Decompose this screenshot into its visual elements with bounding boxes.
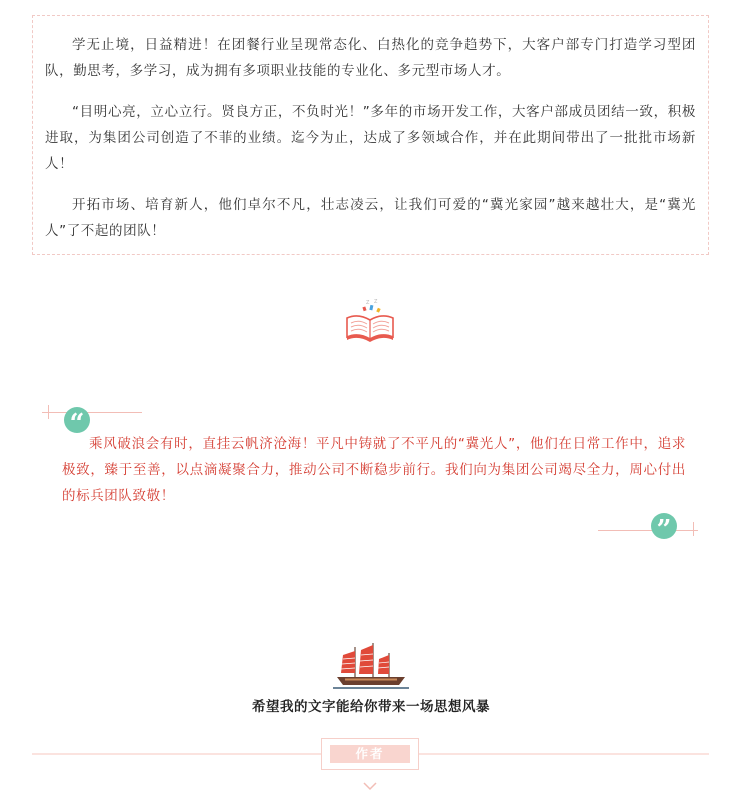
chevron-down-icon [362,780,378,792]
quote-top-tick [48,405,49,419]
quote-bottom-rule [598,530,698,531]
intro-box [32,15,709,255]
author-frame [321,738,419,770]
author-label: 作者 [330,745,410,763]
quote-top-rule [42,412,142,413]
quote-bottom-tick [693,522,694,536]
sailing-junk-boat-icon [331,641,411,691]
close-quote-icon: ” [651,513,677,539]
open-book-icon [344,296,396,346]
svg-text:Z: Z [374,299,378,305]
svg-text:Z: Z [366,300,370,306]
quote-text: 乘风破浪会有时，直挂云帆济沧海！平凡中铸就了不平凡的“冀光人”，他们在日常工作中，追求极致，臻于至善，以点滴凝聚合力，推动公司不断稳步前行。我们向为集团公司竭尽全力，周心付出的标兵团队致敬！ [62,436,686,504]
open-quote-icon: “ [64,407,90,433]
intro-paragraph-2: “目明心亮，立心立行。贤良方正，不负时光！”多年的市场开发工作，大客户部成员团结一致，积极进取，为集团公司创造了不菲的业绩。迄今为止，达成了多领域合作，并在此期间带出了一批批市场新人！ [45,104,696,172]
intro-paragraph-1: 学无止境，日益精进！在团餐行业呈现常态化、白热化的竞争趋势下，大客户部专门打造学习型团队，勤思考，多学习，成为拥有多项职业技能的专业化、多元型市场人才。 [45,37,696,79]
intro-paragraph-3: 开拓市场、培育新人，他们卓尔不凡，壮志凌云，让我们可爱的“冀光家园”越来越壮大，是“冀光人”了不起的团队！ [45,197,696,239]
slogan: 希望我的文字能给你带来一场思想风暴 [252,699,490,715]
